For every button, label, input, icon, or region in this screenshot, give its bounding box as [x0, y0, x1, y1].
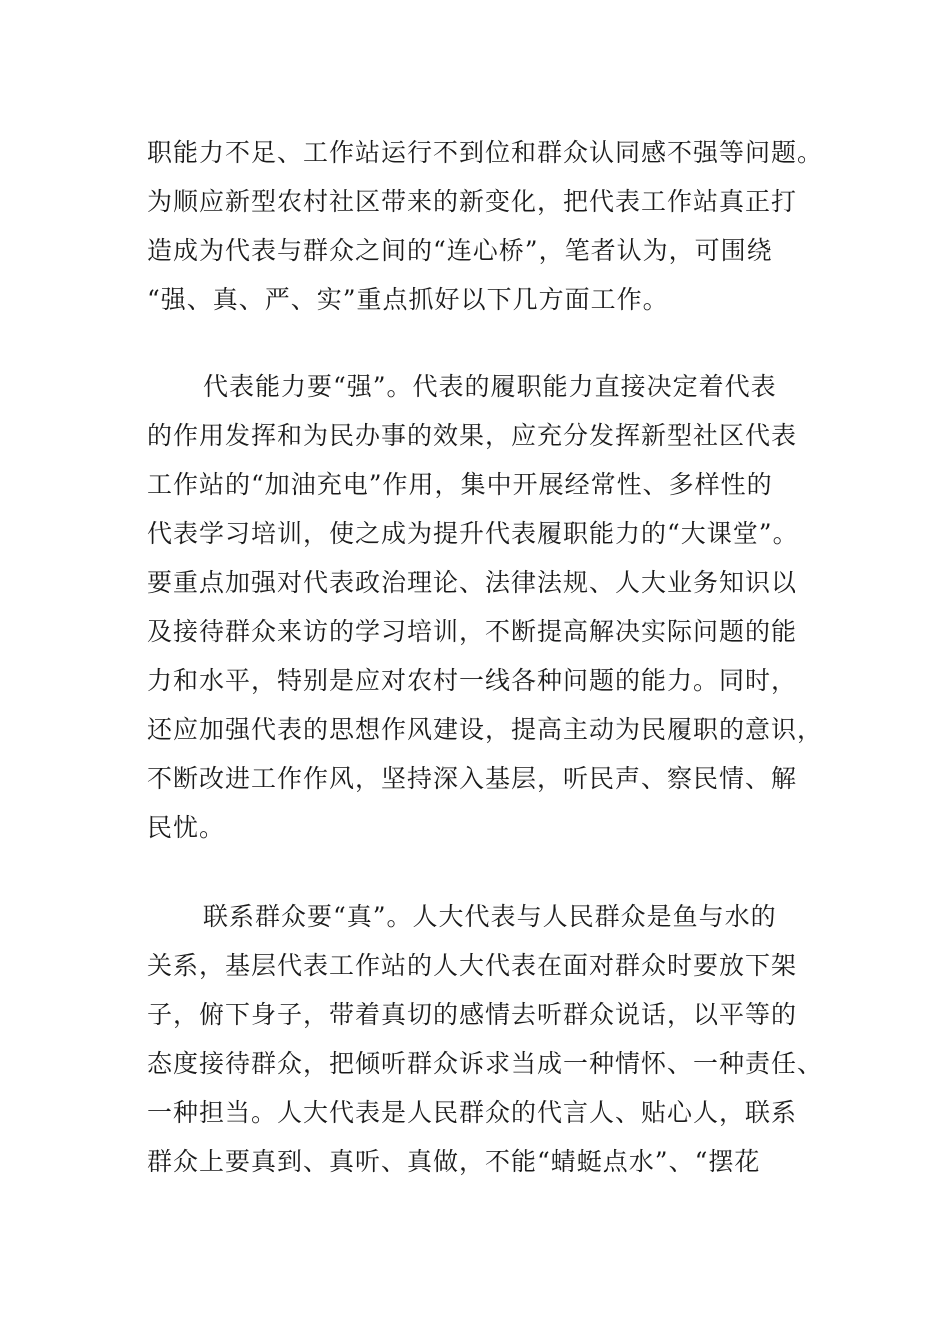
text-line: 关系，基层代表工作站的人大代表在面对群众时要放下架 — [147, 951, 798, 980]
text-line: 代表学习培训，使之成为提升代表履职能力的“大课堂”。 — [147, 519, 799, 548]
text-line: 态度接待群众，把倾听群众诉求当成一种情怀、一种责任、 — [147, 1049, 824, 1078]
paragraph-1 — [147, 128, 824, 324]
text-line: 群众上要真到、真听、真做，不能“蜻蜓点水”、“摆花 — [147, 1147, 761, 1176]
text-line: 造成为代表与群众之间的“连心桥”，笔者认为，可围绕 — [147, 236, 773, 265]
text-line: 职能力不足、工作站运行不到位和群众认同感不强等问题。 — [147, 138, 824, 167]
text-line: 及接待群众来访的学习培训，不断提高解决实际问题的能 — [147, 617, 798, 646]
text-line: 还应加强代表的思想作风建设，提高主动为民履职的意识， — [147, 715, 824, 744]
paragraph-3 — [147, 892, 824, 1186]
text-line: 工作站的“加油充电”作用，集中开展经常性、多样性的 — [147, 470, 773, 499]
text-line: 不断改进工作作风，坚持深入基层，听民声、察民情、解 — [147, 764, 798, 793]
text-line: 一种担当。人大代表是人民群众的代言人、贴心人，联系 — [147, 1098, 798, 1127]
text-line: 联系群众要“真”。人大代表与人民群众是鱼与水的 — [203, 902, 777, 931]
text-line: 民忧。 — [147, 813, 226, 842]
text-line: 的作用发挥和为民办事的效果，应充分发挥新型社区代表 — [147, 421, 798, 450]
text-line: 要重点加强对代表政治理论、法律法规、人大业务知识以 — [147, 568, 798, 597]
text-line: “强、真、严、实”重点抓好以下几方面工作。 — [147, 285, 669, 314]
text-line: 为顺应新型农村社区带来的新变化，把代表工作站真正打 — [147, 187, 798, 216]
text-line: 子，俯下身子，带着真切的感情去听群众说话，以平等的 — [147, 1000, 798, 1029]
text-line: 力和水平，特别是应对农村一线各种问题的能力。同时， — [147, 666, 798, 695]
paragraph-2 — [147, 362, 824, 852]
text-line: 代表能力要“强”。代表的履职能力直接决定着代表 — [203, 372, 777, 401]
